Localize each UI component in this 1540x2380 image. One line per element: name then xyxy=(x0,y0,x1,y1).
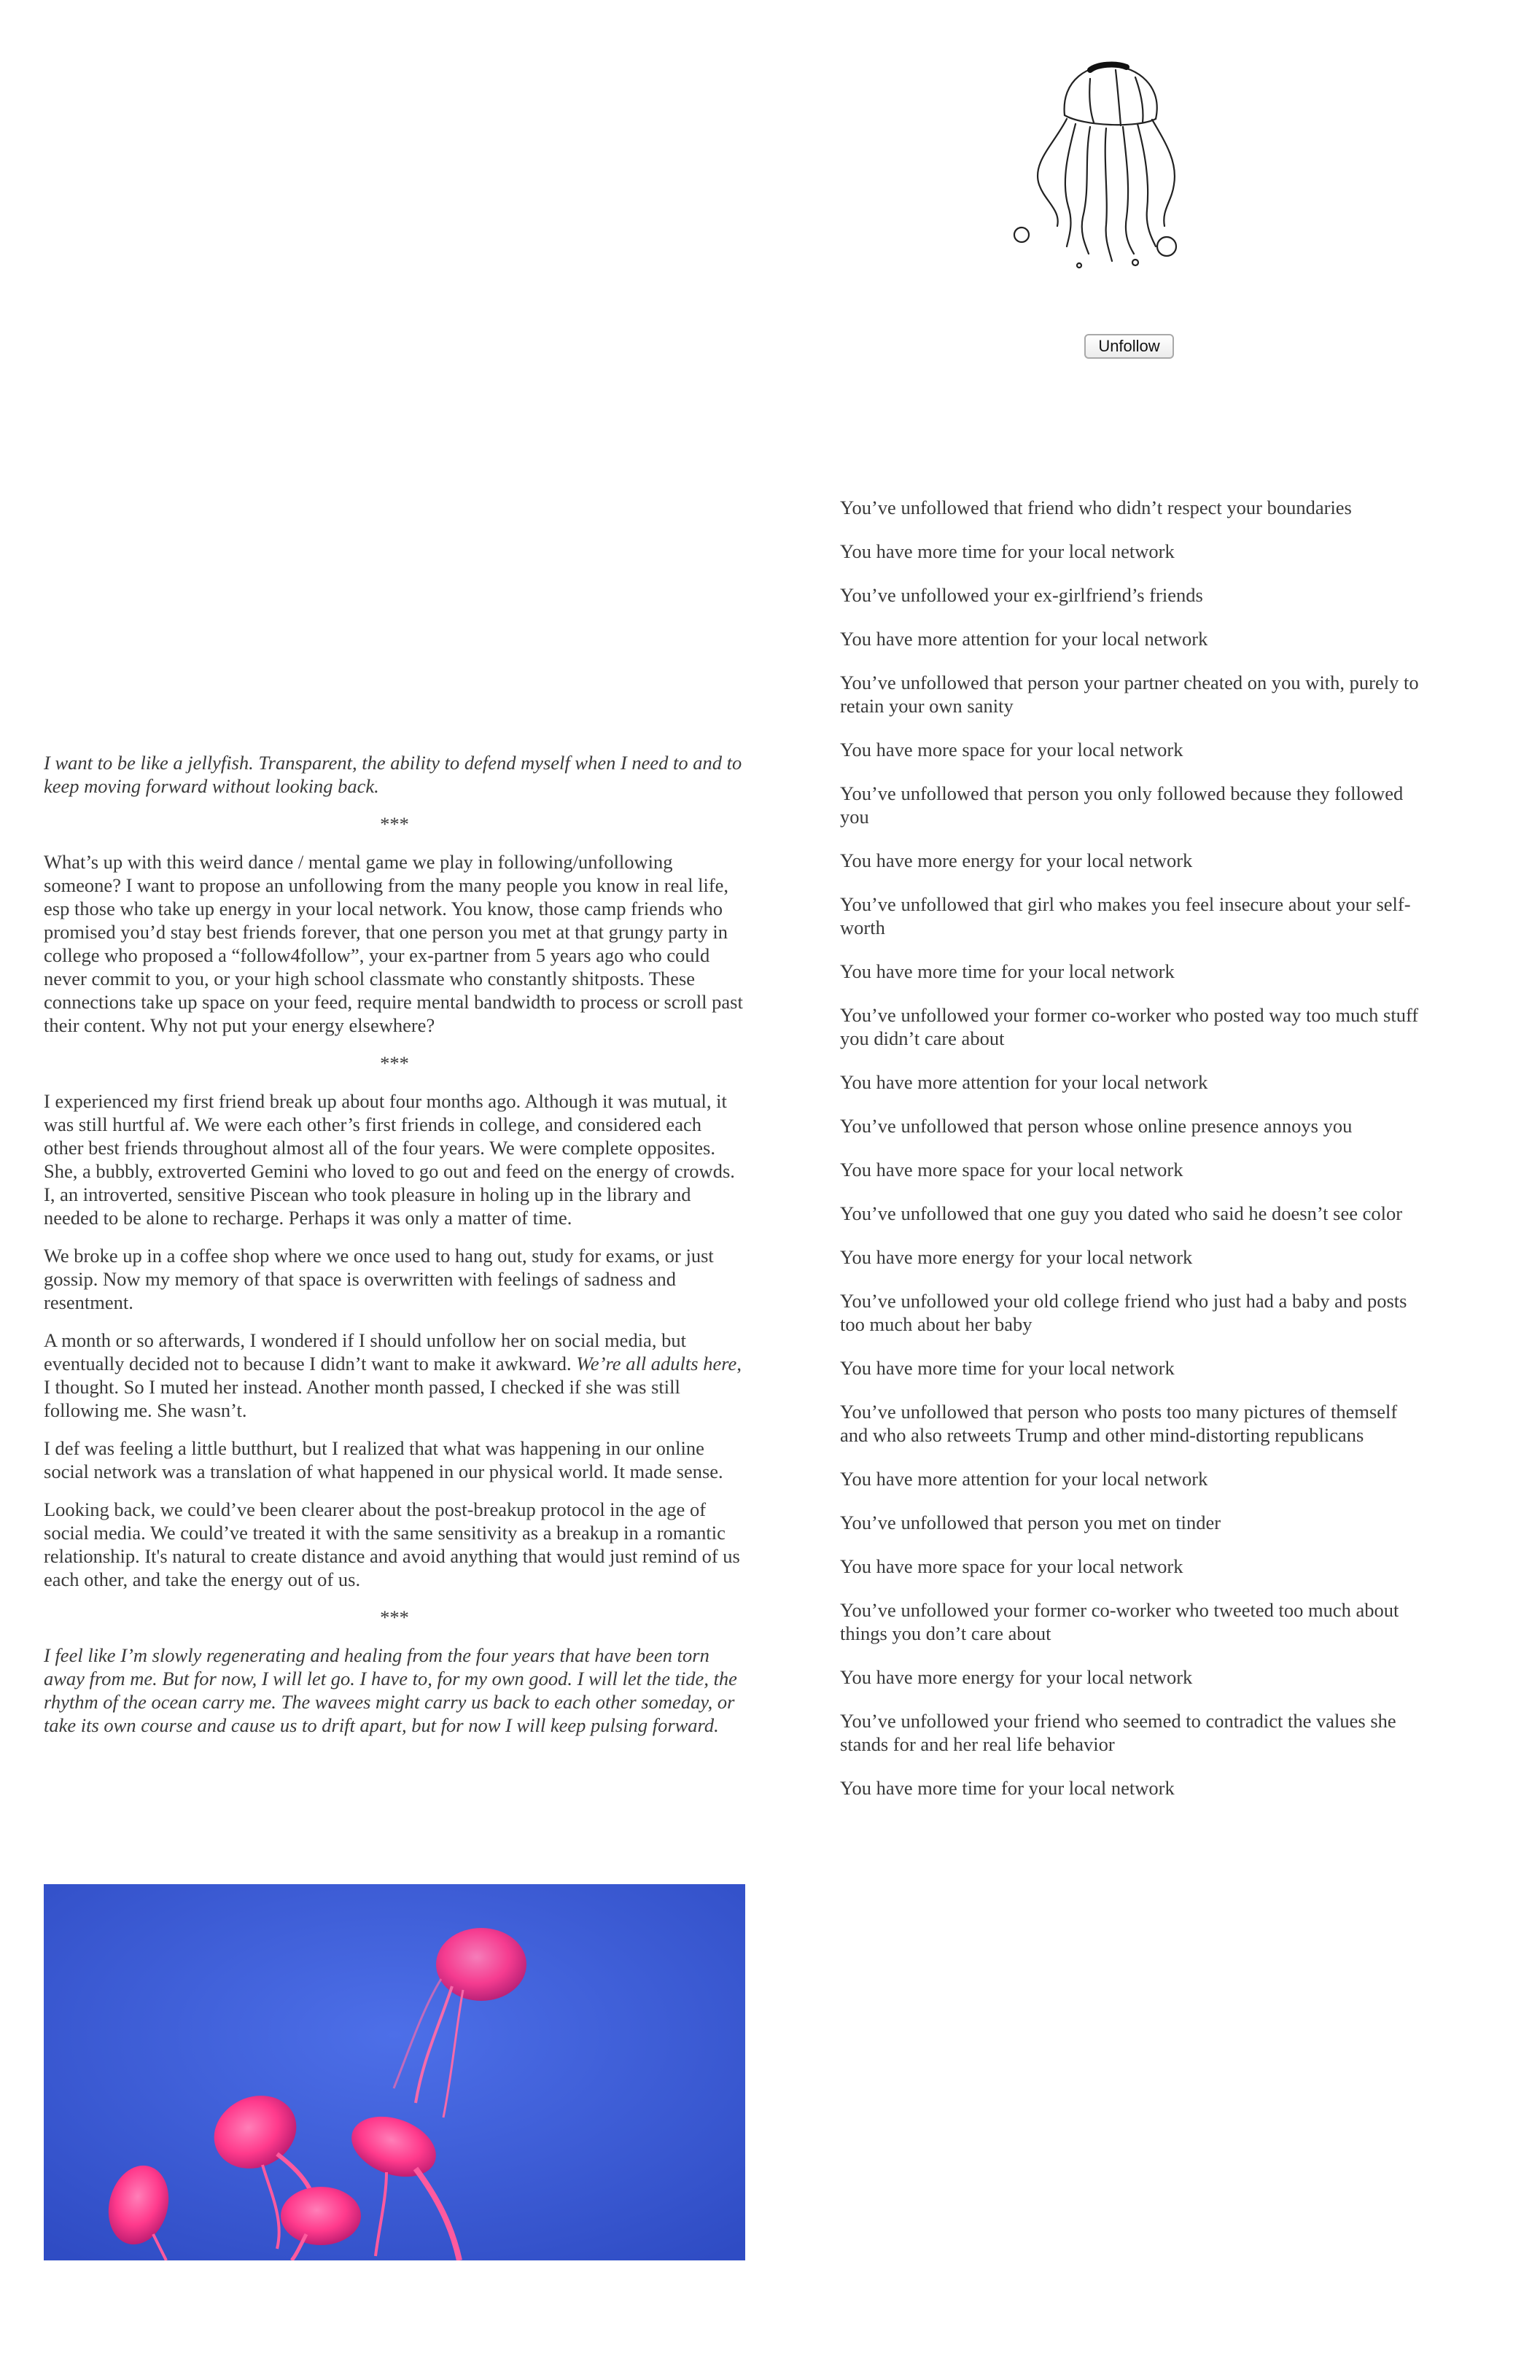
feed-item: You have more attention for your local network xyxy=(840,628,1208,650)
feed-item: You’ve unfollowed that person your partner cheated on you with, purely to retain your own sanity xyxy=(840,672,1419,717)
feed-item: You have more attention for your local network xyxy=(840,1468,1208,1490)
paragraph-italic-text: We’re all adults here xyxy=(576,1353,737,1374)
feed-item: You have more attention for your local network xyxy=(840,1071,1208,1093)
jellyfish-sketch-icon xyxy=(981,35,1221,290)
feed-item: You have more time for your local network xyxy=(840,1777,1175,1799)
essay-paragraph: We broke up in a coffee shop where we once used to hang out, study for exams, or just gossip. Now my memory of that space is overwritten with feelings of sadness and resentment. xyxy=(44,1245,714,1313)
separator: *** xyxy=(380,1606,409,1628)
feed-item: You have more energy for your local network xyxy=(840,1666,1193,1688)
essay-column xyxy=(44,751,745,1751)
feed-item: You’ve unfollowed that friend who didn’t respect your boundaries xyxy=(840,497,1352,518)
separator: *** xyxy=(380,813,409,835)
feed-item: You have more space for your local network xyxy=(840,739,1183,761)
feed-item: You have more space for your local network xyxy=(840,1159,1183,1181)
feed-item: You have more energy for your local network xyxy=(840,849,1193,871)
unfollow-feed xyxy=(840,496,1423,1820)
unfollow-button[interactable]: Unfollow xyxy=(1084,334,1174,359)
feed-item: You’ve unfollowed that person you only followed because they followed you xyxy=(840,782,1404,828)
paragraph-text: A month or so afterwards, I wondered if I should unfollow her on social media, but eventually decided not to because I didn’t want to make it awkward. xyxy=(44,1329,686,1374)
feed-item: You’ve unfollowed your former co-worker who posted way too much stuff you didn’t care about xyxy=(840,1004,1419,1049)
feed-item: You’ve unfollowed that person who posts too many pictures of themself and who also retweets Trump and other mind-distorting republicans xyxy=(840,1401,1398,1446)
feed-item: You’ve unfollowed your old college friend who just had a baby and posts too much about her baby xyxy=(840,1290,1407,1335)
feed-item: You’ve unfollowed your friend who seemed to contradict the values she stands for and her real life behavior xyxy=(840,1710,1396,1755)
feed-item: You’ve unfollowed that girl who makes you feel insecure about your self-worth xyxy=(840,893,1411,938)
feed-item: You have more energy for your local network xyxy=(840,1246,1193,1268)
feed-item: You have more time for your local network xyxy=(840,1357,1175,1379)
feed-item: You’ve unfollowed that person you met on tinder xyxy=(840,1512,1221,1533)
feed-item: You’ve unfollowed your former co-worker who tweeted too much about things you don’t care about xyxy=(840,1599,1399,1644)
essay-paragraph: What’s up with this weird dance / mental game we play in following/unfollowing someone? I want to propose an unfollowing from the many people you know in real life, esp those who take up energy in your local network. You know, those camp friends who promised you’d stay best friends forever, that one person you met at that grungy party in college who proposed a “follow4follow”, your ex-partner from 5 years ago who could never commit to you, or your high school classmate who constantly shitposts. These connections take up space on your feed, require mental bandwidth to process or scroll past their content. Why not put your energy elsewhere? xyxy=(44,851,743,1036)
essay-paragraph xyxy=(44,1329,745,1422)
essay-paragraph: I experienced my first friend break up about four months ago. Although it was mutual, it was still hurtful af. We were each other’s first friends in college, and considered each other best friends throughout almost all of the four years. We were complete opposites. She, a bubbly, extroverted Gemini who loved to go out and feed on the energy of crowds. I, an introverted, sensitive Piscean who took pleasure in holing up in the library and needed to be alone to recharge. Perhaps it was only a matter of time. xyxy=(44,1090,735,1229)
feed-item: You have more time for your local network xyxy=(840,540,1175,562)
essay-intro: I want to be like a jellyfish. Transparent, the ability to defend myself when I need to and to keep moving forward without looking back. xyxy=(44,752,742,797)
feed-item: You have more time for your local network xyxy=(840,960,1175,982)
feed-item: You’ve unfollowed that one guy you dated who said he doesn’t see color xyxy=(840,1202,1403,1224)
feed-item: You’ve unfollowed your ex-girlfriend’s friends xyxy=(840,584,1203,606)
essay-paragraph: I def was feeling a little butthurt, but I realized that what was happening in our online social network was a translation of what happened in our physical world. It made sense. xyxy=(44,1437,723,1482)
essay-paragraph: Looking back, we could’ve been clearer about the post-breakup protocol in the age of social media. We could’ve treated it with the same sensitivity as a breakup in a romantic relationship. It's natural to create distance and avoid anything that would just remind of us each other, and take the energy out of us. xyxy=(44,1498,740,1590)
paragraph-text: , I thought. So I muted her instead. Another month passed, I checked if she was still following me. She wasn’t. xyxy=(44,1353,742,1421)
pink-jellyfish-photo xyxy=(44,1884,745,2260)
feed-item: You’ve unfollowed that person whose online presence annoys you xyxy=(840,1115,1353,1137)
separator: *** xyxy=(380,1052,409,1074)
feed-item: You have more space for your local network xyxy=(840,1555,1183,1577)
essay-outro: I feel like I’m slowly regenerating and healing from the four years that have been torn away from me. But for now, I will let go. I have to, for my own good. I will let the tide, the rhythm of the ocean carry me. The wavees might carry us back to each other someday, or take its own course and cause us to drift apart, but for now I will keep pulsing forward. xyxy=(44,1644,737,1736)
